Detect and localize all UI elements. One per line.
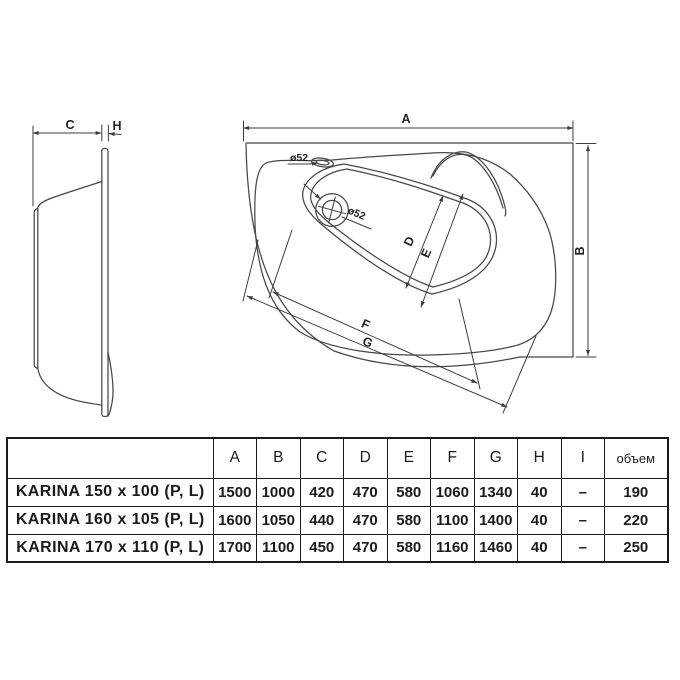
dim-extension-line <box>269 230 480 389</box>
spec-cell: 220 <box>605 506 668 534</box>
dim-label-e: E <box>418 246 435 261</box>
side-panel-edge <box>102 149 108 417</box>
spec-cell: 1500 <box>213 478 257 506</box>
table-row <box>7 506 668 534</box>
spec-cell: 250 <box>605 534 668 562</box>
spec-cell: 580 <box>387 478 431 506</box>
spec-cell: 1000 <box>257 478 301 506</box>
header-cell-a: A <box>213 438 257 478</box>
spec-cell: 580 <box>387 506 431 534</box>
spec-cell: 450 <box>300 534 344 562</box>
wall-outline <box>246 143 573 357</box>
spec-cell: 1700 <box>213 534 257 562</box>
dim-label-c: C <box>65 118 75 132</box>
header-cell-h: H <box>518 438 562 478</box>
spec-cell: 1400 <box>474 506 518 534</box>
dimensions-table <box>6 437 669 563</box>
header-cell-e: E <box>387 438 431 478</box>
header-cell-name <box>7 438 213 478</box>
dim-label-a: A <box>401 112 411 126</box>
header-cell-d: D <box>344 438 388 478</box>
spec-cell: 470 <box>344 506 388 534</box>
side-rim-slope <box>38 182 102 210</box>
dim-label-b: B <box>573 246 587 256</box>
callout-leader <box>304 184 321 199</box>
spec-cell: 190 <box>605 478 668 506</box>
spec-cell: 470 <box>344 534 388 562</box>
header-cell-f: F <box>431 438 475 478</box>
basin-inner-edge <box>311 169 491 287</box>
spec-cell: 470 <box>344 478 388 506</box>
spec-cell: 40 <box>518 478 562 506</box>
dim-label-d: D <box>401 234 418 249</box>
spec-cell: 580 <box>387 534 431 562</box>
spec-cell: 40 <box>518 534 562 562</box>
spec-cell: 1160 <box>431 534 475 562</box>
spec-cell: 40 <box>518 506 562 534</box>
spec-cell: – <box>561 506 605 534</box>
overflow-diameter-label: ø52 <box>289 152 309 164</box>
side-apron-curve <box>108 352 113 416</box>
overflow-hole-icon <box>311 157 334 168</box>
dim-extension-line <box>102 125 109 141</box>
spec-cell: 1100 <box>431 506 475 534</box>
spec-cell: – <box>561 534 605 562</box>
model-name: KARINA 170 x 110 (P, L) <box>7 534 213 562</box>
side-bottom-slope <box>38 369 102 406</box>
spec-cell: 1060 <box>431 478 475 506</box>
dim-arrow-h-right <box>109 134 121 135</box>
spec-cell: 1100 <box>257 534 301 562</box>
spec-cell: 1460 <box>474 534 518 562</box>
header-cell-i: I <box>561 438 605 478</box>
spec-cell: 1050 <box>257 506 301 534</box>
spec-cell: 1600 <box>213 506 257 534</box>
header-cell-g: G <box>474 438 518 478</box>
header-cell-volume: объем <box>605 438 668 478</box>
dim-label-h: H <box>112 119 122 133</box>
model-name: KARINA 160 x 105 (P, L) <box>7 506 213 534</box>
callout-leader <box>310 163 318 164</box>
drain-diameter-label: ø52 <box>345 204 368 223</box>
side-view <box>33 118 122 417</box>
table-row <box>7 534 668 562</box>
spec-cell: 1340 <box>474 478 518 506</box>
table-header-row <box>7 438 668 478</box>
header-cell-b: B <box>257 438 301 478</box>
dim-label-f: F <box>359 316 372 333</box>
model-name: KARINA 150 x 100 (P, L) <box>7 478 213 506</box>
dim-line-g <box>247 296 507 407</box>
spec-cell: – <box>561 478 605 506</box>
table-row <box>7 478 668 506</box>
dim-label-g: G <box>360 333 375 351</box>
header-cell-c: C <box>300 438 344 478</box>
top-view <box>243 112 596 413</box>
spec-cell: 420 <box>300 478 344 506</box>
spec-cell: 440 <box>300 506 344 534</box>
headrest-outer <box>431 152 506 216</box>
